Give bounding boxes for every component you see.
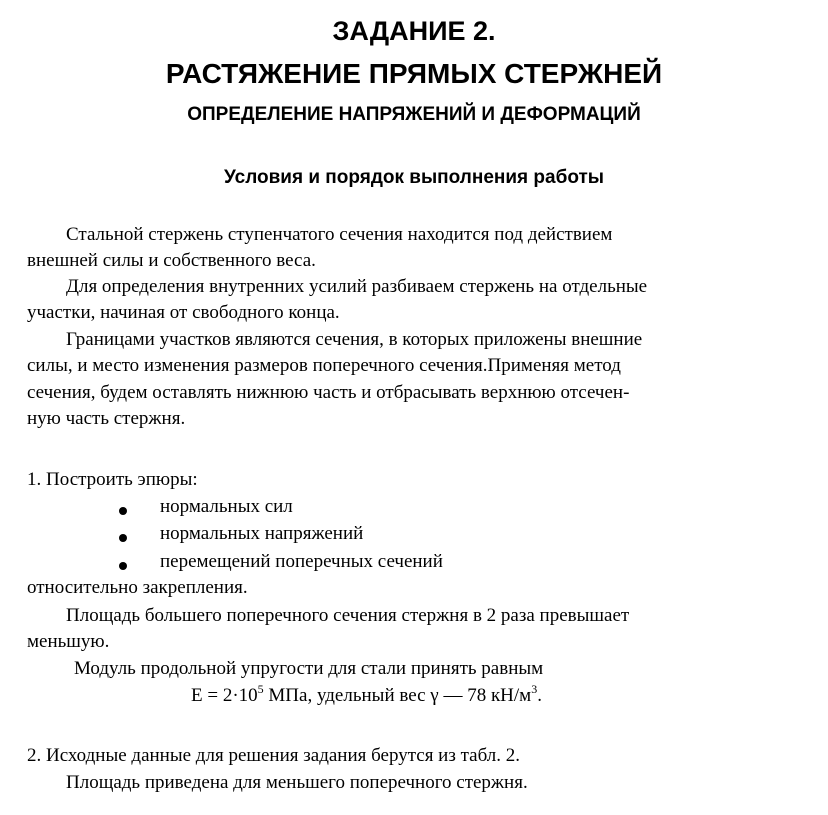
paragraph-line: ную часть стержня.	[27, 408, 186, 429]
formula-part: E = 2·10	[191, 685, 258, 706]
paragraph-line: Площадь приведена для меньшего поперечного стержня.	[66, 772, 528, 793]
list-item: нормальных сил	[160, 496, 293, 517]
paragraph-line: Площадь большего поперечного сечения стержня в 2 раза превышает	[66, 605, 630, 626]
bullet-icon	[119, 562, 127, 570]
bullet-icon	[119, 534, 127, 542]
paragraph-line: Стальной стержень ступенчатого сечения находится под действием	[66, 224, 613, 245]
section-heading: Условия и порядок выполнения работы	[224, 167, 604, 188]
list-item: нормальных напряжений	[160, 523, 364, 544]
formula-part: МПа, удельный вес γ — 78 кН/м	[263, 685, 532, 706]
paragraph-line: Границами участков являются сечения, в которых приложены внешние	[66, 329, 643, 350]
formula-part: .	[537, 685, 542, 706]
formula-exponent: 5	[257, 682, 264, 696]
list-item: перемещений поперечных сечений	[160, 551, 443, 572]
bullet-icon	[119, 507, 127, 515]
paragraph-line: внешней силы и собственного веса.	[27, 250, 316, 271]
paragraph-line: участки, начиная от свободного конца.	[27, 302, 340, 323]
formula-exponent: 3	[531, 682, 538, 696]
paragraph-line: сечения, будем оставлять нижнюю часть и отбрасывать верхнюю отсечен-	[27, 382, 630, 403]
paragraph-line: силы, и место изменения размеров поперечного сечения.Применяя метод	[27, 355, 621, 376]
main-title: РАСТЯЖЕНИЕ ПРЯМЫХ СТЕРЖНЕЙ	[165, 58, 663, 89]
paragraph-line: относительно закрепления.	[27, 577, 248, 598]
paragraph-line: Модуль продольной упругости для стали принять равным	[74, 658, 544, 679]
task-title: ЗАДАНИЕ 2.	[332, 16, 496, 46]
formula-line	[191, 683, 542, 710]
subtitle: ОПРЕДЕЛЕНИЕ НАПРЯЖЕНИЙ И ДЕФОРМАЦИЙ	[187, 104, 641, 125]
list-item-label: 2. Исходные данные для решения задания берутся из табл. 2.	[27, 745, 520, 766]
paragraph-line: Для определения внутренних усилий разбиваем стержень на отдельные	[66, 276, 648, 297]
list-item-label: 1. Построить эпюры:	[27, 469, 198, 490]
paragraph-line: меньшую.	[27, 631, 110, 652]
